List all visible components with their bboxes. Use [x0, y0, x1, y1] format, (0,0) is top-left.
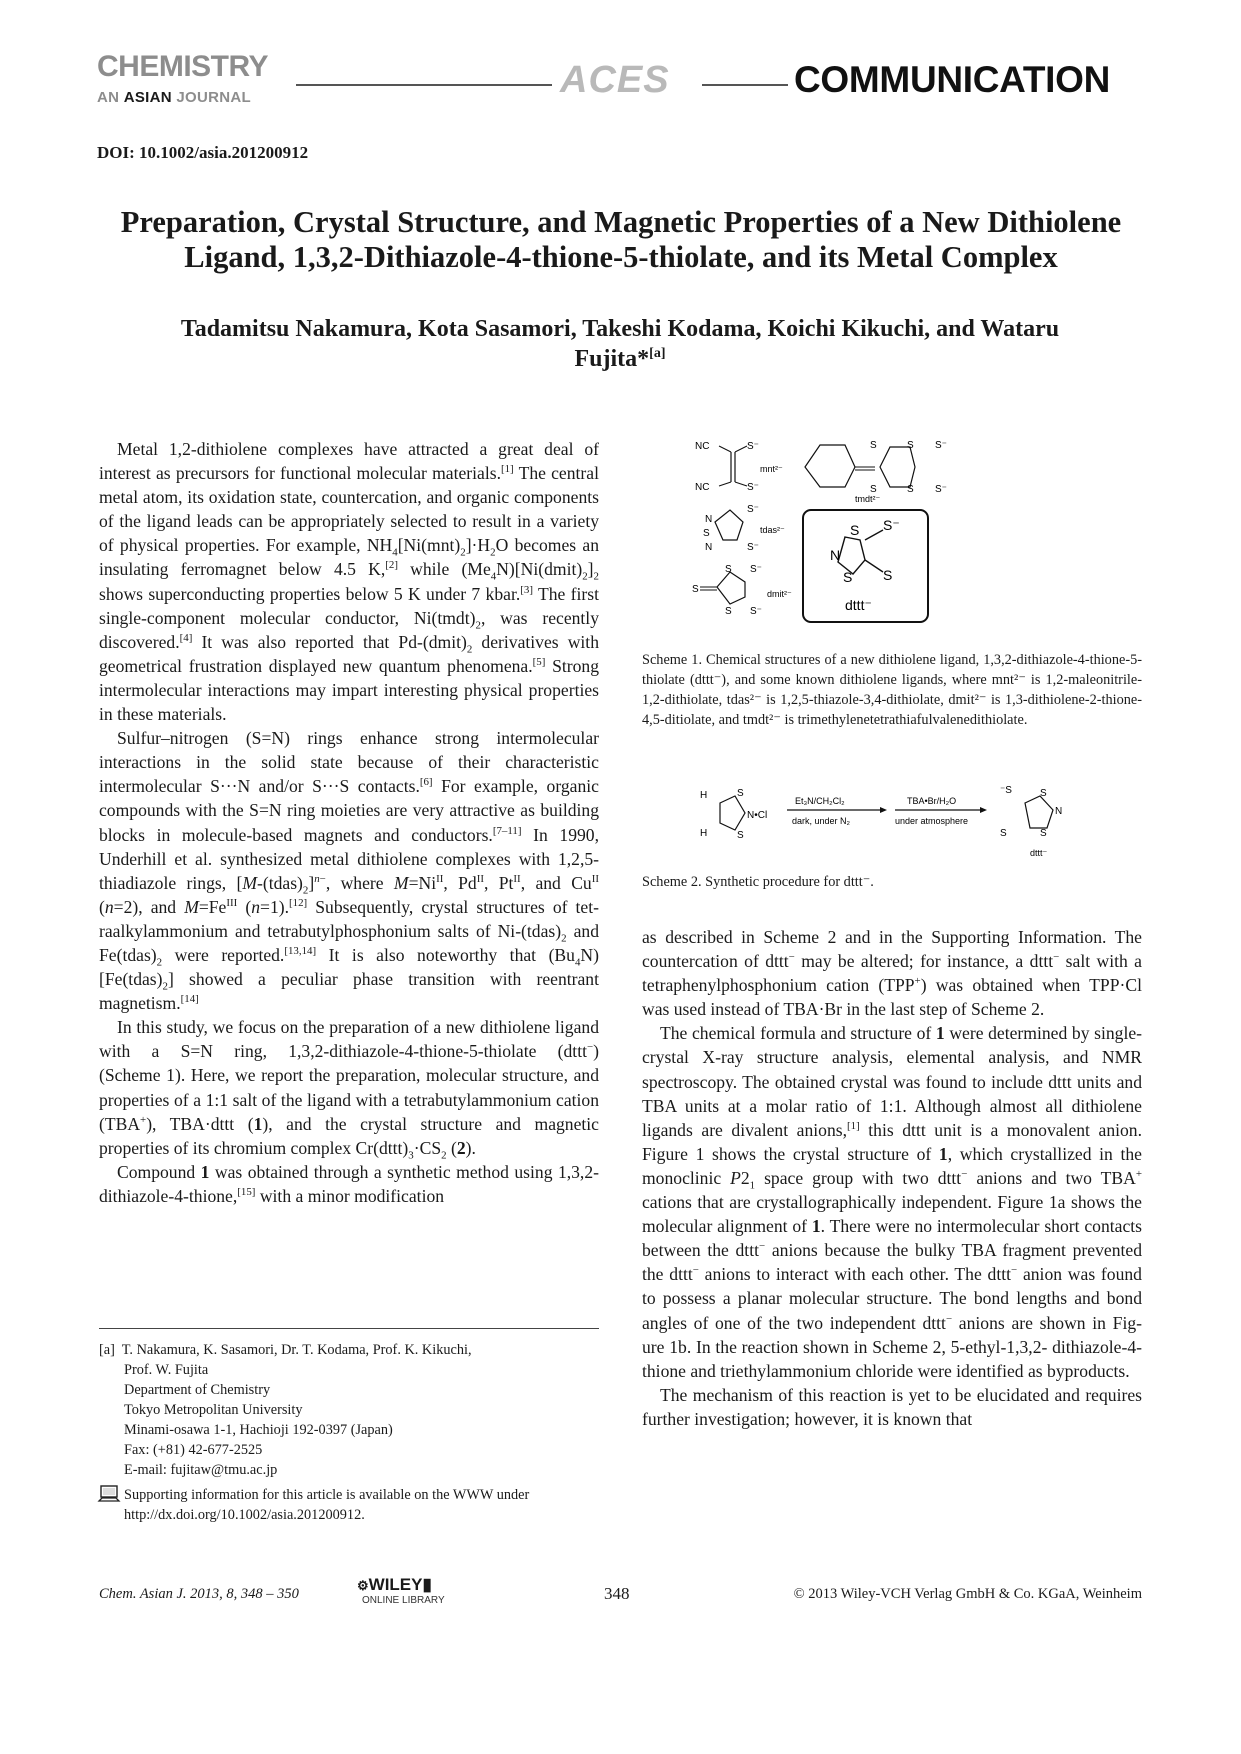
computer-icon [99, 1485, 124, 1525]
svg-text:S⁻: S⁻ [747, 542, 759, 553]
svg-text:S: S [883, 567, 893, 583]
svg-text:S: S [1000, 828, 1007, 839]
author-list [150, 314, 1090, 374]
reaction-arrow-1 [787, 796, 887, 826]
wiley-logo: ⚙WILEY▮ [357, 1575, 432, 1594]
body-right-column [642, 925, 1142, 1431]
svg-text:S⁻: S⁻ [747, 504, 759, 515]
paragraph: Metal 1,2-dithiolene complexes have attracted a great deal of interest as precursors for functional molecular materials.[1] The central metal atom, its oxidation state, countercation, and organic components of the ligand leads can be appropriately selected to result in a variety of physical properties. For example, $NH_4[Ni(mnt)_2]\cdot H_2O$ becomes an insulating ferromagnet below 4.5 K,[2] while $(Me_4N)[Ni(dmit)_2]_2$ shows superconducting properties below 5 K under 7 kbar.[3] The first single-component molecular conductor, $Ni(tmdt)_2$, was recently discovered.[4] It was also reported that $Pd-(dmit)_2$ derivatives with geometrical frustration displayed new quantum phenomena.[5] Strong intermolecular interactions may impart interesting physical properties in these materials. [99, 439, 600, 725]
author-names: Tadamitsu Nakamura, Kota Sasamori, Takeshi Kodama, Koichi Kikuchi, and Wataru Fujita* [180, 316, 1060, 372]
svg-text:S: S [1040, 828, 1047, 839]
arrow2-top: TBA•Br/H₂O [907, 796, 957, 806]
product-structure [1000, 785, 1062, 858]
mnt-label: mnt²⁻ [760, 464, 783, 474]
body-left-column [99, 437, 599, 1208]
header-rule-right [702, 84, 788, 86]
journal-name: CHEMISTRY [97, 50, 269, 83]
svg-text:N: N [705, 542, 713, 553]
svg-text:H: H [700, 828, 708, 839]
paragraph: as described in Scheme 2 and in the Supporting Information. The countercation of dttt− may be altered; for instance, a dttt− salt with a tetraphenylphosphonium cation (TPP+) was obtained when TPP·Cl was used instead of TBA·Br in the last step of Scheme 2. [642, 927, 1142, 1020]
supporting-info-note [99, 1485, 599, 1525]
paragraph: The chemical formula and structure of 1 were determined by single-crystal X-ray structure analysis, elemental analysis, and NMR spectroscopy. The obtained crystal was found to include dttt units and TBA units at a molar ratio of 1:1. Although almost all dithiolene ligands are divalent anions,[1] this dttt unit is a monovalent anion. Figure 1 shows the crystal structure of 1, which crystallized in the monoclinic $P2_1$ space group with two dttt− anions and two TBA+ cations that are crystallographically independent. Figure 1a shows the molecular alignment of 1. There were no intermolecular short contacts between the dttt− anions because the bulky TBA fragment prevented the dttt− anions to interact with each other. The dttt− anion was found to possess a planar molecular structure. The bond lengths and bond angles of one of the two independent dttt− anions are shown in Figure 1b. In the reaction shown in Scheme 2, 5-ethyl-1,3,2- dithiazole-4-thione and triethylammonium chloride were identified as byproducts. [642, 1023, 1142, 1381]
svg-text:S⁻: S⁻ [935, 440, 947, 451]
svg-text:S: S [737, 830, 744, 841]
svg-text:S⁻: S⁻ [747, 441, 759, 452]
svg-text:S: S [703, 528, 710, 539]
section-label: COMMUNICATION [794, 59, 1111, 100]
paragraph: The mechanism of this reaction is yet to be elucidated and requires further investigation; however, it is known that [642, 1384, 1142, 1429]
svg-text:S: S [725, 564, 732, 575]
svg-text:S⁻: S⁻ [750, 606, 762, 617]
tdas-label: tdas²⁻ [760, 525, 785, 535]
svg-text:⁻S: ⁻S [1000, 785, 1012, 796]
paragraph: In this study, we focus on the preparation of a new dithiolene ligand with a S=N ring, 1,3,2-dithiazole-4-thione-5-thiolate (dttt−) (Scheme 1). Here, we report the preparation, molecular structure, and properties of a 1:1 salt of the ligand with a tetrabutylammonium cation (TBA+), TBA·dttt (1), and the crystal structure and magnetic properties of its chromium complex $Cr(dttt)_3\cdot CS_2$ (2). [99, 1017, 599, 1162]
svg-text:S: S [850, 522, 860, 538]
mnt-structure [695, 441, 783, 493]
book-icon: ▮ [422, 1575, 432, 1594]
dttt-structure [803, 510, 928, 622]
arrow1-bottom: dark, under N₂ [792, 816, 851, 826]
affil-line: Minami-osawa 1-1, Hachioji 192-0397 (Japan) [124, 1422, 393, 1438]
svg-text:S⁻: S⁻ [747, 482, 759, 493]
supporting-info-text[interactable]: Supporting information for this article is available on the WWW under http://dx.doi.org/10.1002/asia.201200912. [124, 1487, 530, 1523]
affil-line: Department of Chemistry [124, 1382, 271, 1398]
affil-line: [a] T. Nakamura, K. Sasamori, Dr. T. Kodama, Prof. K. Kikuchi, [99, 1342, 472, 1358]
affiliation-mark: [a] [649, 346, 666, 361]
dmit-label: dmit²⁻ [767, 589, 792, 599]
dttt-label: dttt⁻ [845, 597, 872, 613]
svg-text:S: S [692, 584, 699, 595]
svg-text:S: S [1040, 788, 1047, 799]
tdas-structure [703, 504, 785, 553]
footnote-rule [99, 1328, 599, 1329]
reaction-arrow-2 [895, 796, 987, 826]
journal-sub-suffix: JOURNAL [176, 89, 251, 106]
scheme1-caption: Scheme 1. Chemical structures of a new dithiolene ligand, 1,3,2-dithiazole-4-thione-5-thiolate (dttt⁻), and some known dithiolene ligands, where mnt²⁻ is 1,2-maleonitrile-1,2-dithiolate, tdas²⁻ is 1,2,5-thiazole-3,4-dithiolate, dmit²⁻ is 1,3-dithiolene-2-thione-4,5-ditiolate, and tmdt²⁻ is trimethylenetetrathiafulvalenedithiolate. [642, 652, 1142, 728]
svg-text:S: S [907, 484, 914, 495]
tmdt-label: tmdt²⁻ [855, 494, 881, 504]
svg-text:S⁻: S⁻ [750, 564, 762, 575]
svg-text:N: N [830, 547, 841, 563]
affil-email[interactable]: E-mail: fujitaw@tmu.ac.jp [124, 1462, 278, 1478]
svg-text:S: S [843, 569, 853, 585]
footer-journal-ref: Chem. Asian J. 2013, 8, 348 – 350 [99, 1586, 299, 1602]
svg-text:H: H [700, 790, 708, 801]
affil-mark: [a] [99, 1342, 115, 1358]
svg-text:S: S [870, 484, 877, 495]
doi: DOI: 10.1002/asia.201200912 [97, 143, 309, 162]
affiliation-footnote [99, 1340, 599, 1480]
scheme2-caption: Scheme 2. Synthetic procedure for dttt⁻. [642, 874, 874, 890]
svg-text:S: S [737, 788, 744, 799]
svg-text:S: S [870, 440, 877, 451]
product-label: dttt⁻ [1030, 848, 1048, 858]
svg-text:S: S [725, 606, 732, 617]
paragraph: Sulfur–nitrogen (S=N) rings enhance strong intermolecular interactions in the solid state because of their characteristic intermolecular S···N and/or S···S contacts.[6] For example, organic compounds with the S=N ring moieties are very attractive as building blocks in molecule-based magnets and conductors.[7–11] In 1990, Underhill et al. synthesized metal dithiolene complexes with 1,2,5-thiadiazole rings, $[M-(tdas)_2]^{n-}$, where $M=Ni^{II}$, $Pd^{II}$, $Pt^{II}$, and $Cu^{II}$ (n=2), and $M=Fe^{III}$ (n=1).[12] Subsequently, crystal structures of tetraalkylammonium and tetrabutylphosphonium salts of $Ni-(tdas)_2$ and $Fe(tdas)_2$ were reported.[13,14] It is also noteworthy that $(Bu_4N)[Fe(tdas)_2]$ showed a peculiar phase transition with reentrant magnetism.[14] [99, 728, 599, 1014]
affil-line: Tokyo Metropolitan University [124, 1402, 303, 1418]
page-number: 348 [604, 1584, 630, 1603]
svg-text:N: N [705, 514, 713, 525]
svg-text:S⁻: S⁻ [883, 517, 900, 533]
scheme1-figure [692, 432, 1165, 627]
journal-subtitle [97, 90, 251, 106]
dmit-structure [692, 564, 792, 617]
affil-line: Fax: (+81) 42-677-2525 [124, 1442, 263, 1458]
svg-text:S: S [907, 440, 914, 451]
header-rule-left [296, 84, 552, 86]
copyright: © 2013 Wiley-VCH Verlag GmbH & Co. KGaA, Weinheim [793, 1586, 1142, 1602]
svg-text:NC: NC [695, 441, 710, 452]
wiley-emblem-icon: ⚙ [357, 1578, 369, 1593]
journal-sub-bold: ASIAN [123, 89, 172, 106]
svg-text:N•Cl: N•Cl [747, 810, 768, 821]
arrow1-top: Et₃N/CH₂Cl₂ [795, 796, 845, 806]
affil-line: Prof. W. Fujita [124, 1362, 209, 1378]
article-title: Preparation, Crystal Structure, and Magnetic Properties of a New Dithiolene Ligand, 1,3,2-Dithiazole-4-thione-5-thiolate, and its Metal Complex [120, 205, 1122, 274]
arrow2-bottom: under atmosphere [895, 816, 969, 826]
aces-logo: ACES [560, 59, 670, 101]
scheme2-figure [695, 778, 1115, 863]
reactant-structure [700, 788, 767, 841]
paragraph: Compound 1 was obtained through a synthetic method using 1,3,2-dithiazole-4-thione,[15] with a minor modification [99, 1161, 599, 1206]
svg-text:S⁻: S⁻ [935, 484, 947, 495]
svg-text:N: N [1055, 806, 1063, 817]
wiley-sub: ONLINE LIBRARY [362, 1595, 445, 1606]
svg-text:NC: NC [695, 482, 710, 493]
tmdt-structure [805, 440, 947, 504]
journal-sub-prefix: AN [97, 89, 120, 106]
